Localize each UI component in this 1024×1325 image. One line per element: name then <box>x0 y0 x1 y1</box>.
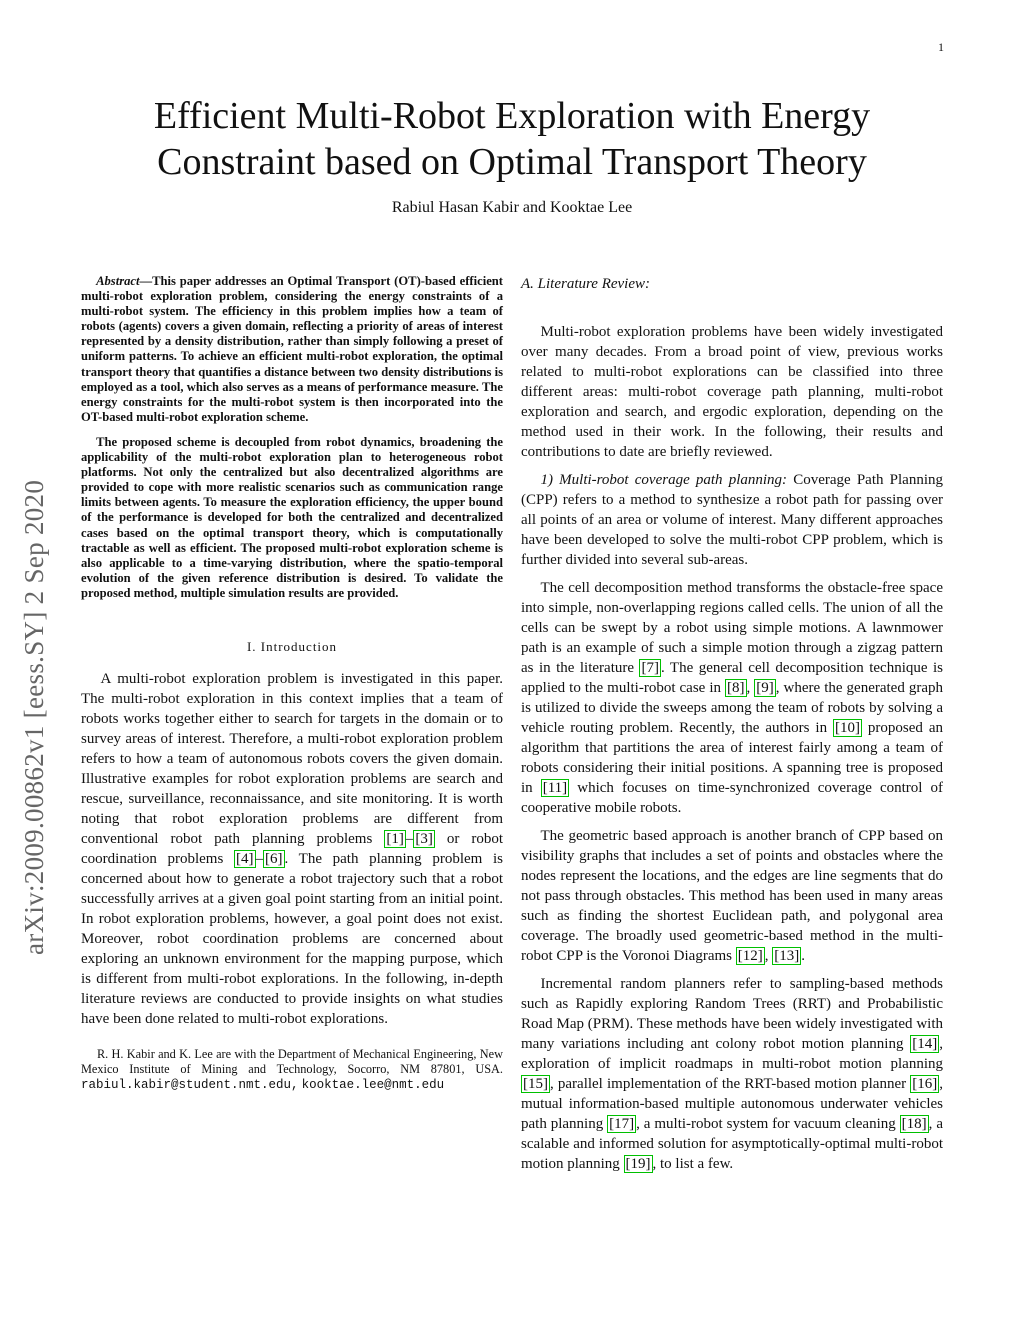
intro-paragraph <box>81 669 503 1029</box>
cell-text-e: proposed an algorithm that partitions the area of interest fairly among a team of robots considering their initial positions. A spanning tree is proposed in <box>521 720 943 796</box>
inc-text-f: , a scalable and informed solution for asymptotically-optimal multi-robot motion planning <box>521 1116 943 1172</box>
title-line-1: Efficient Multi-Robot Exploration with Energy <box>153 95 871 137</box>
intro-text-b: or robot coordination problems <box>81 830 503 867</box>
paper-title <box>0 93 1024 185</box>
inc-text-g: , to list a few. <box>652 1156 734 1172</box>
citation-link[interactable]: [14] <box>912 1036 938 1052</box>
citation-link[interactable]: [6] <box>265 850 283 867</box>
cell-text-d: , where the generated graph is utilized to divide the sweeps among the team of robots by solving a vehicle routing problem. Recently, the authors in <box>521 680 944 736</box>
citation-link[interactable]: [15] <box>523 1076 548 1092</box>
range-dash: – <box>255 850 263 867</box>
citation-link[interactable]: [11] <box>542 780 568 796</box>
inc-text-c: , parallel implementation of the RRT-based motion planner <box>550 1076 911 1092</box>
left-column <box>81 274 503 1094</box>
section-heading-introduction: I. Introduction <box>246 638 338 654</box>
geometric-approach-paragraph <box>521 826 943 966</box>
inc-text-b: , exploration of implicit roadmaps in multi-robot motion planning <box>521 1036 943 1072</box>
authors: Rabiul Hasan Kabir and Kooktae Lee <box>391 199 633 216</box>
cell-text-f: which focuses on time-synchronized coverage control of cooperative mobile robots. <box>521 780 943 816</box>
inc-text-a: Incremental random planners refer to sampling-based methods such as Rapidly exploring Random Trees (RRT) and Probabilistic Road Map (PRM). These methods have been widely investigated with many variations including ant colony robot motion planning <box>521 976 943 1052</box>
citation-link[interactable]: [8] <box>727 680 745 696</box>
abstract-paragraph-1 <box>81 274 503 425</box>
citation-link[interactable]: [12] <box>737 948 763 964</box>
literature-paragraph-1: Multi-robot exploration problems have been widely investigated over many decades. From a broad point of view, previous works related to multi-robot explorations can be classified into three different areas: multi-robot coverage path planning, multi-robot exploration and search, and ergodic exploration, depending on the method used in their work. In the following, their results and contributions to date are briefly reviewed. <box>521 324 943 460</box>
cell-text-c: , <box>746 680 755 696</box>
cpp-text: Coverage Path Planning (CPP) refers to a method to synthesize a robot path for passing over all points of an area or volume of interest. Many different approaches have been developed to solve the multi-robot CPP problem, which is further divided into several sub-areas. <box>521 472 943 568</box>
abstract-dash: — <box>139 274 153 288</box>
email-link-lee[interactable]: kooktae.lee@nmt.edu <box>301 1078 445 1093</box>
citation-link[interactable]: [19] <box>625 1156 651 1172</box>
citation-link[interactable]: [1] <box>386 830 404 847</box>
abstract-paragraph-2: The proposed scheme is decoupled from robot dynamics, broadening the applicability of the multi-robot exploration plan to heterogeneous robot platforms. Not only the centralized but also decentralized algorithms are provided to cope with more realistic scenarios such as communication range limits between agents. To measure the exploration efficiency, the upper bound of the performance is developed for both the centralized and decentralized cases based on the optimal transport theory, which is computationally tractable as well as efficient. The proposed multi-robot exploration scheme is also applicable to a time-varying distribution, where the spatio-temporal evolution of the given reference distribution is desired. To validate the proposed method, multiple simulation results are provided. <box>81 434 503 600</box>
intro-text-a: A multi-robot exploration problem is investigated in this paper. The multi-robot exploration in this context implies that a team of robots works together either to search for targets in the domain or to survey areas of interest. Therefore, a multi-robot exploration problem refers to how a team of autonomous robots covers the given domain. Illustrative examples for robot exploration problems are search and rescue, surveillance, reconnaissance, and site monitoring. It is worth noting that robot exploration problems are different from conventional robot path planning problems <box>81 670 503 847</box>
geo-text-b: , <box>764 948 773 964</box>
inc-text-e: , a multi-robot system for vacuum cleaning <box>636 1116 900 1132</box>
cell-decomposition-paragraph <box>521 578 943 818</box>
author-footnote <box>81 1047 503 1094</box>
intro-text-c: . The path planning problem is concerned about how to generate a robot trajectory such that a robot successfully arrives at a given goal point starting from an initial point. In robot exploration problems, however, a goal point does not exist. Moreover, robot coordination problems are concerned about exploring an unknown environment for the mapping purpose, which is different from multi-robot explorations. In the following, in-depth literature reviews are conducted to provide insights on what studies have been done related to multi-robot explorations. <box>81 850 503 1027</box>
citation-link[interactable]: [18] <box>901 1116 927 1132</box>
title-line-2: Constraint based on Optimal Transport Theory <box>157 141 867 183</box>
citation-link[interactable]: [13] <box>774 948 800 964</box>
cell-text-a: The cell decomposition method transforms the obstacle-free space into simple, non-overlapping regions called cells. The union of all the cells can be swept by a robot using simple motions. A lawnmower path is an example of such a simple motion through a zigzag pattern as in the literature <box>521 580 943 676</box>
citation-link[interactable]: [7] <box>641 660 659 676</box>
citation-link[interactable]: [10] <box>835 720 861 736</box>
geo-text-a: The geometric based approach is another branch of CPP based on visibility graphs that includes a set of points and obstacles where the nodes represent the locations, and the edges are line segments that do not pass through obstacles. This method has been used in many areas such as finding the shortest Euclidean path, and polygonal area coverage. The broadly used geometric-based method in the multi-robot CPP is the Voronoi Diagrams <box>521 828 943 964</box>
incremental-planners-paragraph <box>521 974 943 1174</box>
subsection-heading-literature-review: A. Literature Review: <box>521 276 650 292</box>
right-column <box>521 274 943 1182</box>
email-link-kabir[interactable]: rabiul.kabir@student.nmt.edu, <box>81 1078 299 1093</box>
citation-link[interactable]: [9] <box>756 680 774 696</box>
abstract-text-1: This paper addresses an Optimal Transport (OT)-based efficient multi-robot exploration problem, considering the energy constraints of a multi-robot system. The efficiency in this problem implies how a team of robots (agents) covers a given domain, reflecting a priority of areas of interest represented by a density distribution, rather than simply following a preset of uniform patterns. To achieve an efficient multi-robot exploration, the optimal transport theory that quantifies a distance between two density distributions is employed as a tool, which also serves as a means of performance measure. The energy constraints for the multi-robot system is then incorporated into the OT-based multi-robot exploration scheme. <box>81 274 503 424</box>
geo-text-c: . <box>801 948 805 964</box>
arxiv-stamp: arXiv:2009.00862v1 [eess.SY] 2 Sep 2020 <box>19 479 49 955</box>
citation-link[interactable]: [16] <box>912 1076 938 1092</box>
citation-link[interactable]: [3] <box>415 830 433 847</box>
cpp-run-in-heading: 1) Multi-robot coverage path planning: <box>540 472 788 488</box>
page-number: 1 <box>938 40 944 54</box>
citation-link[interactable]: [17] <box>609 1116 635 1132</box>
range-dash: – <box>405 830 414 847</box>
inc-text-d: , mutual information-based multiple autonomous underwater vehicles path planning <box>521 1076 943 1132</box>
abstract-label: Abstract <box>96 274 140 288</box>
footnote-text: R. H. Kabir and K. Lee are with the Department of Mechanical Engineering, New Mexico Institute of Mining and Technology, Socorro, NM 87801, USA. <box>81 1046 503 1077</box>
cell-text-b: . The general cell decomposition technique is applied to the multi-robot case in <box>521 660 943 696</box>
citation-link[interactable]: [4] <box>236 850 254 867</box>
cpp-paragraph <box>521 470 943 570</box>
